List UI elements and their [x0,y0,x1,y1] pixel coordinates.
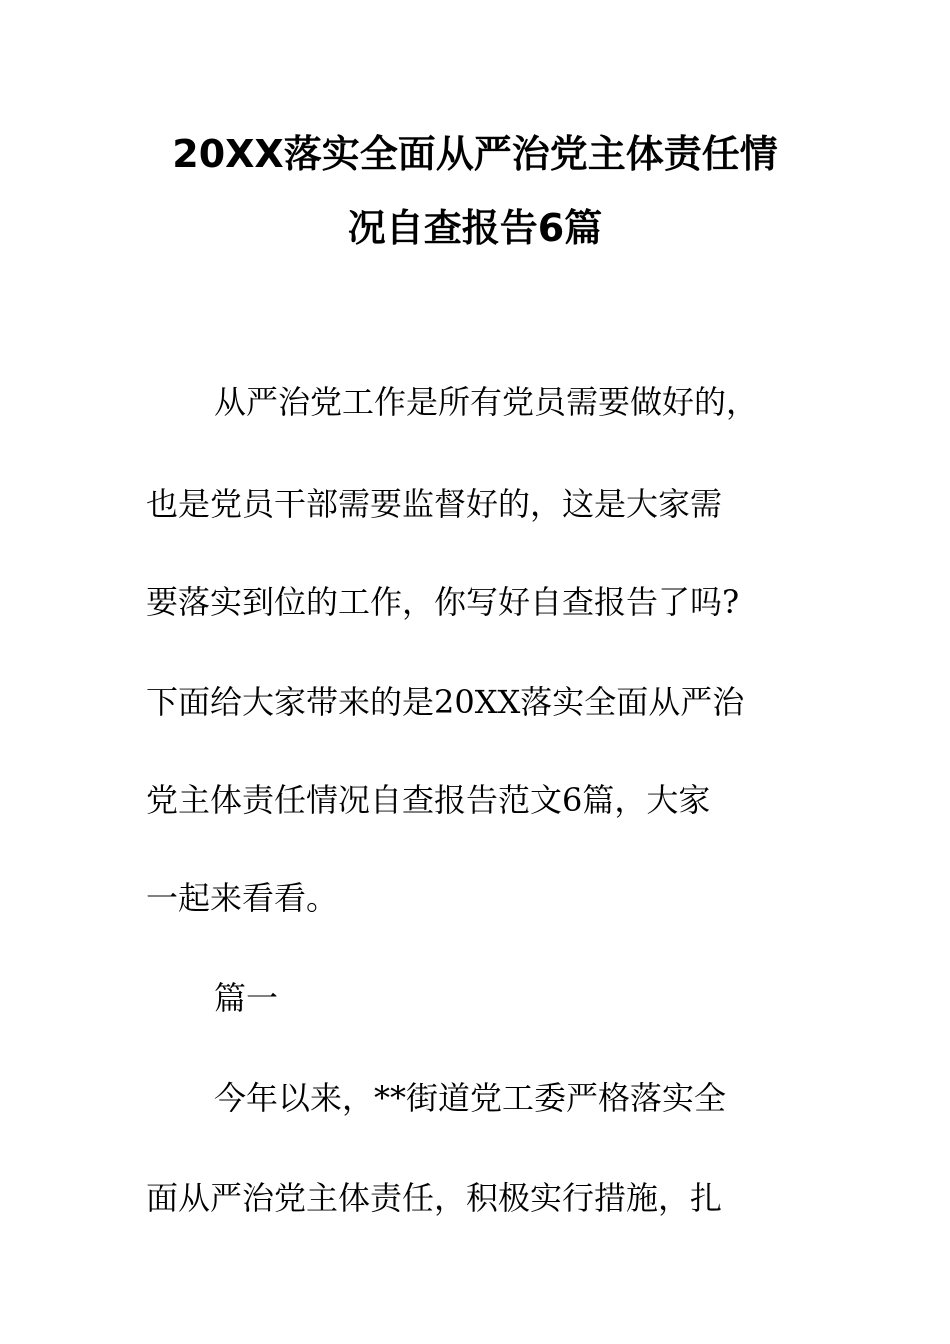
body-line-3: 要落实到位的工作，你写好自查报告了吗? [146,583,740,621]
body-line-4: 下面给大家带来的是20XX落实全面从严治 [146,683,745,721]
document-title-line-1: 20XX落实全面从严治党主体责任情 [172,132,778,176]
body-line-9: 面从严治党主体责任，积极实行措施，扎 [146,1179,723,1217]
section-heading: 篇一 [214,979,279,1017]
document-title-line-2: 况自查报告6篇 [347,206,603,250]
body-line-6: 一起来看看。 [146,879,339,917]
body-line-8: 今年以来，**街道党工委严格落实全 [214,1079,727,1117]
body-line-1: 从严治党工作是所有党员需要做好的， [214,383,759,421]
body-line-2: 也是党员干部需要监督好的，这是大家需 [146,485,723,523]
body-line-5: 党主体责任情况自查报告范文6篇，大家 [146,781,711,819]
